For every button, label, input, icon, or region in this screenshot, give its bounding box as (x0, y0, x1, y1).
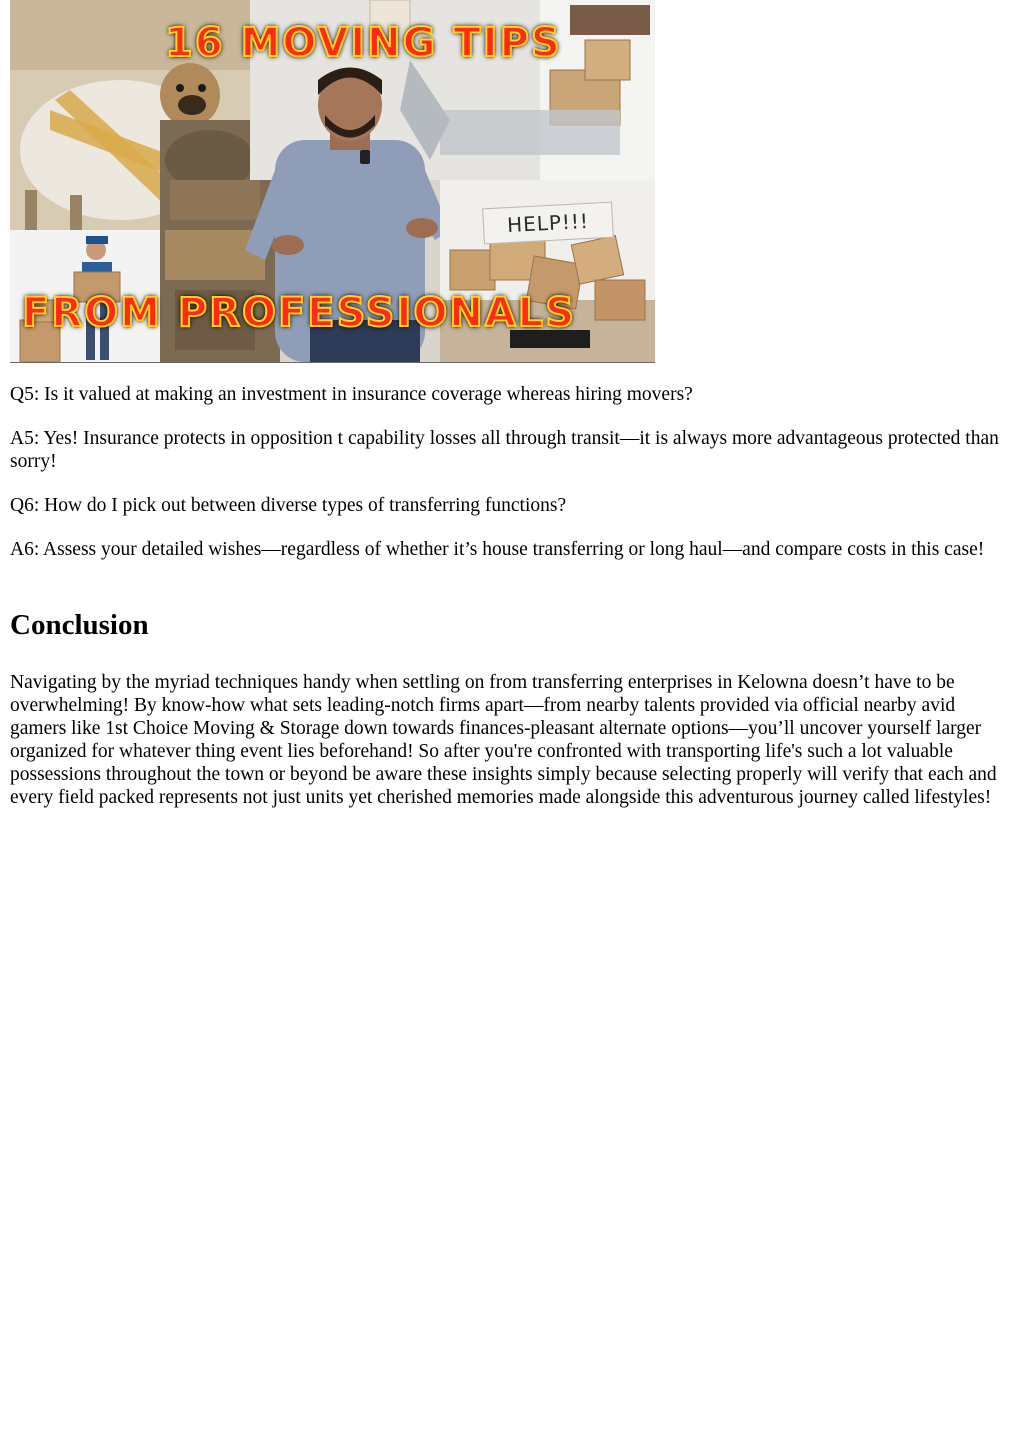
faq-answer-5: A5: Yes! Insurance protects in opposition t capability losses all through transit—it is always more advantageous protected than sorry! (10, 428, 999, 472)
faq-answer-6: A6: Assess your detailed wishes—regardless of whether it’s house transferring or long haul—and compare costs in this case! (10, 539, 985, 560)
conclusion-heading: Conclusion (10, 609, 149, 641)
faq-question-6: Q6: How do I pick out between diverse types of transferring functions? (10, 495, 567, 516)
thumbnail-headline-bottom: FROM PROFESSIONALS (22, 290, 577, 336)
thumbnail-headline-top: 16 MOVING TIPS (165, 20, 562, 66)
faq-question-5: Q5: Is it valued at making an investment in insurance coverage whereas hiring movers? (10, 384, 693, 405)
help-sign: HELP!!! (482, 202, 614, 245)
pug-head-shape (160, 63, 220, 127)
video-thumbnail-image (10, 0, 655, 363)
page (10, 0, 1014, 808)
conclusion-paragraph: Navigating by the myriad techniques handy when settling on from transferring enterprises in Kelowna doesn’t have to be overwhelming! By know-how what sets leading-notch firms apart—from nearby talents provided via official nearby avid gamers like 1st Choice Moving & Storage down towards finances-pleasant alternate options—you’ll uncover yourself larger organized for whatever thing event lies beforehand! So after you're confronted with transporting life's such a lot valuable possessions throughout the town or beyond be aware these insights simply because selecting properly will verify that each and every field packed represents not just units yet cherished memories made alongside this adventurous journey called lifestyles! (10, 672, 997, 808)
